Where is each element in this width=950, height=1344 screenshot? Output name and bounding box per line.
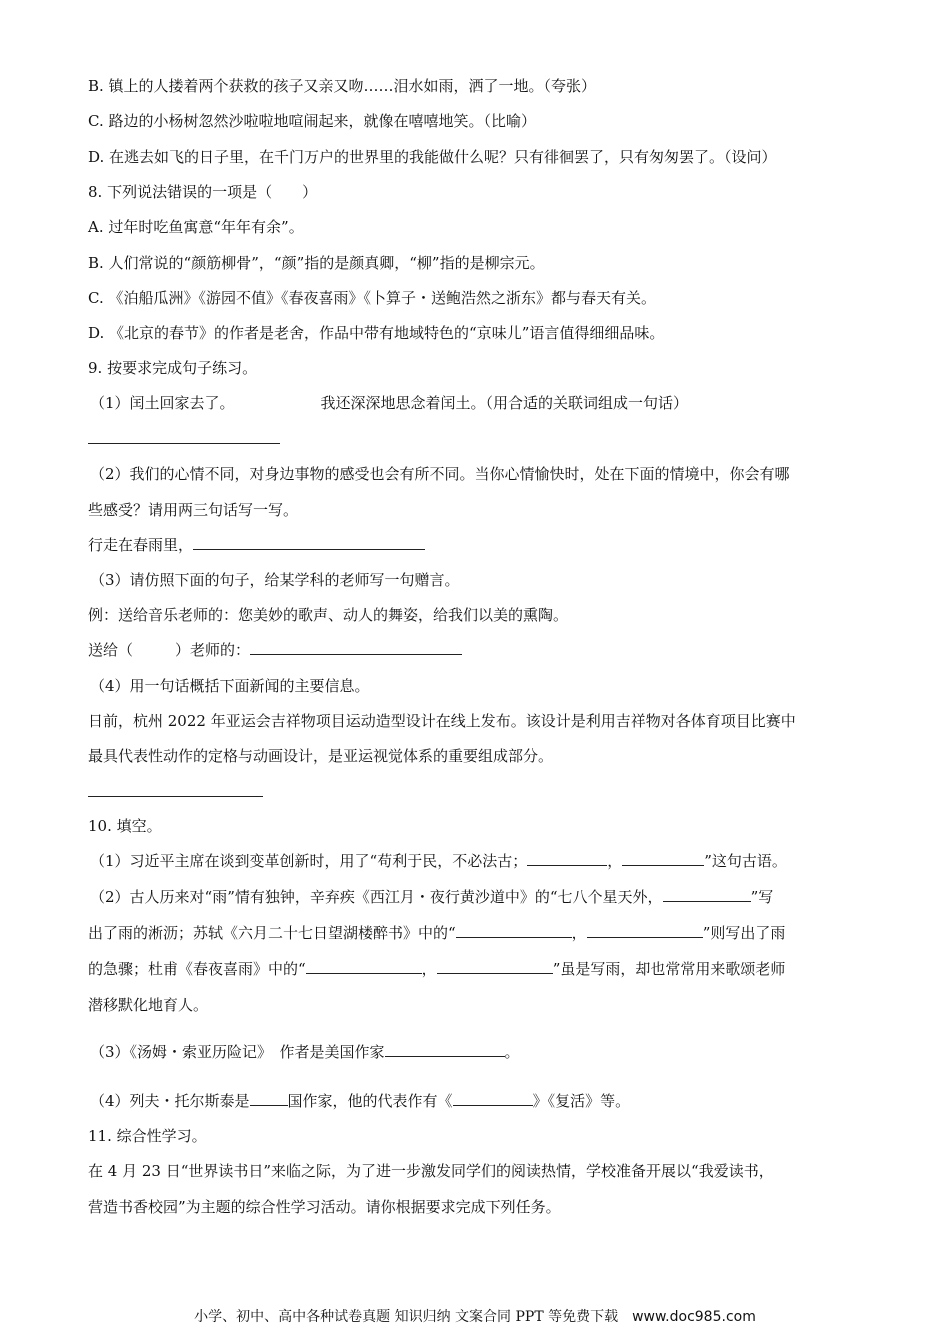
q11-stem bbox=[88, 1125, 207, 1147]
q9-part3-text: （3）请仿照下面的句子，给某学科的老师写一句赠言。 bbox=[90, 571, 460, 589]
q11-stem-text: 11. 综合性学习。 bbox=[88, 1127, 207, 1145]
q9-part2-line1 bbox=[90, 463, 790, 485]
q10-part2-text-g: ， bbox=[421, 960, 437, 978]
q7-option-b-text: B. 镇上的人搂着两个获救的孩子又亲又吻……泪水如雨，洒了一地。（夸张） bbox=[88, 77, 597, 95]
q10-part1 bbox=[90, 850, 787, 872]
q9-part3-example-text: 例：送给音乐老师的：您美妙的歌声、动人的舞姿，给我们以美的熏陶。 bbox=[88, 606, 569, 624]
q10-part1-text-b: ， bbox=[607, 852, 623, 870]
q9-part2-text-b: 些感受？请用两三句话写一写。 bbox=[88, 501, 299, 519]
q9-part3 bbox=[90, 569, 460, 591]
q10-part2-text-a: （2）古人历来对“雨”情有独钟，辛弃疾《西江月・夜行黄沙道中》的“七八个星天外， bbox=[90, 888, 663, 906]
q9-part4-news-line2 bbox=[88, 745, 553, 767]
q10-part2-line3 bbox=[88, 958, 785, 980]
q8-option-a bbox=[88, 216, 304, 238]
q9-part1-text-a: （1）闰土回家去了。 bbox=[90, 394, 235, 412]
q8-option-b-text: B. 人们常说的“颜筋柳骨”，“颜”指的是颜真卿，“柳”指的是柳宗元。 bbox=[88, 254, 545, 272]
q7-option-b bbox=[88, 75, 596, 97]
q9-part2-line2 bbox=[88, 499, 298, 521]
q7-option-d bbox=[88, 146, 777, 168]
q10-part4-text-c: 》《复活》等。 bbox=[532, 1092, 631, 1110]
q10-part3-text-b: 。 bbox=[504, 1043, 520, 1061]
q10-part2-blank-4[interactable] bbox=[306, 958, 422, 974]
q7-option-c bbox=[88, 110, 536, 132]
q9-part2-text-c: 行走在春雨里， bbox=[88, 536, 194, 554]
q10-part4-text-b: 国作家，他的代表作有《 bbox=[287, 1092, 453, 1110]
q8-stem-text: 8. 下列说法错误的一项是（ ） bbox=[88, 183, 318, 201]
q10-part2-blank-5[interactable] bbox=[437, 958, 553, 974]
q7-option-d-text: D. 在逃去如飞的日子里，在千门万户的世界里的我能做什么呢？只有徘徊罢了，只有匆匆罢了。（设问） bbox=[88, 148, 777, 166]
q9-part2-line3 bbox=[88, 534, 425, 556]
q9-part3-example bbox=[88, 604, 568, 626]
q9-part3-answer-text-a: 送给（ bbox=[88, 641, 134, 659]
q9-part1 bbox=[90, 392, 688, 414]
q10-part1-text-c: ”这句古语。 bbox=[704, 852, 787, 870]
q10-part4-blank-2[interactable] bbox=[453, 1090, 533, 1106]
q8-option-b bbox=[88, 252, 545, 274]
q8-option-d bbox=[88, 322, 664, 344]
q9-part3-answer bbox=[88, 639, 462, 661]
q10-stem-text: 10. 填空。 bbox=[88, 817, 162, 835]
q10-part2-text-c: 出了雨的淅沥；苏轼《六月二十七日望湖楼醉书》中的“ bbox=[88, 924, 456, 942]
q9-part2-answer-blank[interactable] bbox=[193, 534, 425, 550]
q7-option-c-text: C. 路边的小杨树忽然沙啦啦地喧闹起来，就像在嘻嘻地笑。（比喻） bbox=[88, 112, 536, 130]
q9-part4-news-line1 bbox=[88, 710, 796, 732]
q10-part2-text-f: 的急骤；杜甫《春夜喜雨》中的“ bbox=[88, 960, 306, 978]
q8-option-c bbox=[88, 287, 656, 309]
q8-option-c-text: C. 《泊船瓜洲》《游园不值》《春夜喜雨》《卜算子・送鲍浩然之浙东》都与春天有关。 bbox=[88, 289, 656, 307]
q9-part3-answer-blank[interactable] bbox=[250, 639, 462, 655]
q10-part2-blank-2[interactable] bbox=[456, 922, 572, 938]
q8-option-d-text: D. 《北京的春节》的作者是老舍，作品中带有地域特色的“京味儿”语言值得细细品味。 bbox=[88, 324, 665, 342]
q9-part4-news-text-b: 最具代表性动作的定格与动画设计，是亚运视觉体系的重要组成部分。 bbox=[88, 747, 554, 765]
q10-part4-text-a: （4）列夫・托尔斯泰是 bbox=[90, 1092, 250, 1110]
q8-option-a-text: A. 过年时吃鱼寓意“年年有余”。 bbox=[88, 218, 304, 236]
q10-part2-line2 bbox=[88, 922, 785, 944]
q11-body-text-b: 营造书香校园”为主题的综合性学习活动。请你根据要求完成下列任务。 bbox=[88, 1198, 561, 1216]
q10-part1-blank-2[interactable] bbox=[622, 850, 704, 866]
q10-part4 bbox=[90, 1090, 630, 1112]
page-footer bbox=[0, 1306, 950, 1326]
q10-part2-text-i: 潜移默化地育人。 bbox=[88, 996, 209, 1014]
q9-part1-answer-line[interactable] bbox=[88, 443, 280, 444]
q10-part1-blank-1[interactable] bbox=[527, 850, 607, 866]
q9-part4-answer-line[interactable] bbox=[88, 796, 263, 797]
q11-body-line2 bbox=[88, 1196, 561, 1218]
q10-stem bbox=[88, 815, 162, 837]
footer-site-link[interactable]: www.doc985.com bbox=[632, 1309, 756, 1325]
q9-part1-text-b: 我还深深地思念着闰土。（用合适的关联词组成一句话） bbox=[320, 394, 689, 412]
q10-part3-text-a: （3）《汤姆・索亚历险记》 作者是美国作家 bbox=[90, 1043, 385, 1061]
q10-part2-line4 bbox=[88, 994, 208, 1016]
q10-part3 bbox=[90, 1041, 520, 1063]
q10-part4-blank-1[interactable] bbox=[250, 1090, 288, 1106]
q9-part4 bbox=[90, 675, 370, 697]
q10-part2-text-e: ”则写出了雨 bbox=[702, 924, 786, 942]
q10-part2-blank-1[interactable] bbox=[663, 886, 751, 902]
q10-part2-blank-3[interactable] bbox=[587, 922, 703, 938]
q10-part2-line1 bbox=[90, 886, 773, 908]
q11-body-line1 bbox=[88, 1160, 774, 1182]
q10-part2-text-h: ”虽是写雨，却也常常用来歌颂老师 bbox=[552, 960, 786, 978]
footer-text: 小学、初中、高中各种试卷真题 知识归纳 文案合同 PPT 等免费下载 bbox=[194, 1309, 619, 1325]
q9-stem bbox=[88, 357, 257, 379]
q9-part4-news-text-a: 日前，杭州 2022 年亚运会吉祥物项目运动造型设计在线上发布。该设计是利用吉祥物对各体育项目比赛中 bbox=[88, 712, 796, 730]
q10-part1-text-a: （1）习近平主席在谈到变革创新时，用了“苟利于民，不必法古； bbox=[90, 852, 528, 870]
q10-part2-text-b: ”写 bbox=[750, 888, 774, 906]
q9-stem-text: 9. 按要求完成句子练习。 bbox=[88, 359, 258, 377]
q9-part2-text-a: （2）我们的心情不同，对身边事物的感受也会有所不同。当你心情愉快时，处在下面的情境中，你会有哪 bbox=[90, 465, 790, 483]
q10-part2-text-d: ， bbox=[571, 924, 587, 942]
q9-part3-answer-text-b: ）老师的： bbox=[175, 641, 251, 659]
q8-stem bbox=[88, 181, 317, 203]
q10-part3-blank[interactable] bbox=[385, 1041, 505, 1057]
q9-part4-text: （4）用一句话概括下面新闻的主要信息。 bbox=[90, 677, 370, 695]
q11-body-text-a: 在 4 月 23 日“世界读书日”来临之际，为了进一步激发同学们的阅读热情，学校准备开展以“我爱读书， bbox=[88, 1162, 774, 1180]
